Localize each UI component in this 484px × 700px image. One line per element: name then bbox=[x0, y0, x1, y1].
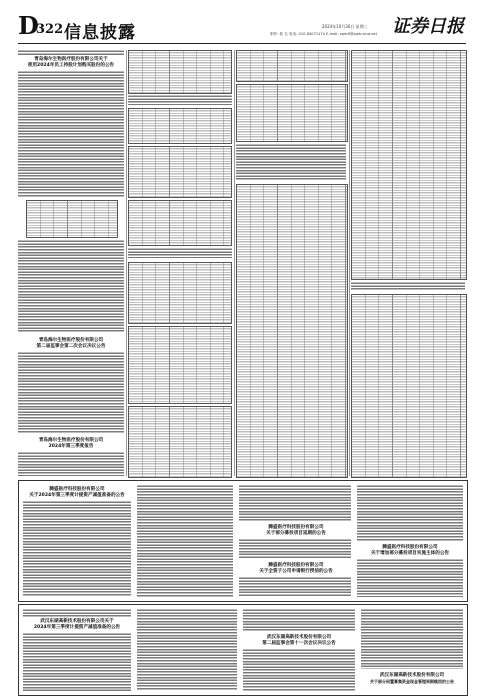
table bbox=[128, 108, 232, 144]
headline: 关于部分募投项目延期的公告 bbox=[266, 531, 326, 536]
article-haier-cashflow bbox=[351, 50, 466, 476]
table bbox=[128, 406, 232, 478]
headline: 武汉东湖高新技术股份有限公司 bbox=[266, 635, 332, 640]
headline: 武汉东湖高新技术股份有限公司 bbox=[379, 673, 445, 678]
headline: 腾盛医疗科技股份有限公司 bbox=[268, 563, 324, 568]
headline: 青岛海尔生物医疗股份有限公司关于 bbox=[34, 57, 108, 62]
newspaper-logo: 证券日报 bbox=[392, 16, 464, 37]
headline: 第二届监事会第二次会议决议公告 bbox=[36, 344, 106, 349]
headline: 青岛海尔生物医疗股份有限公司 bbox=[38, 338, 104, 343]
table bbox=[128, 262, 232, 324]
section-title: 信息披露 bbox=[64, 23, 136, 43]
table bbox=[236, 50, 348, 82]
income-statement-table bbox=[351, 50, 467, 280]
headline: 使用2024年员工持股计划购买股份的公告 bbox=[27, 63, 115, 68]
headline: 2024年第三季度报告 bbox=[48, 444, 94, 449]
headline: 腾盛医疗科技股份有限公司 bbox=[49, 487, 105, 492]
headline: 青岛海尔生物医疗股份有限公司 bbox=[38, 438, 104, 443]
table bbox=[128, 146, 232, 198]
cash-flow-table bbox=[351, 294, 467, 478]
headline: 第二届监事会第十一次会议决议公告 bbox=[262, 641, 336, 646]
table bbox=[128, 200, 232, 246]
notice-box-tengsheng bbox=[18, 480, 468, 602]
table bbox=[26, 200, 118, 238]
headline: 武汉东湖高新技术股份有限公司关于 bbox=[40, 619, 114, 624]
article-haier-quarterly-report bbox=[128, 50, 232, 476]
column-divider bbox=[349, 50, 350, 476]
headline: 关于增加部分募投项目实施主体的公告 bbox=[370, 551, 450, 556]
balance-sheet-table bbox=[236, 184, 348, 478]
issue-date: 2024年10月30日 星期三 bbox=[322, 24, 368, 29]
page-letter: D bbox=[18, 11, 39, 40]
masthead bbox=[0, 0, 484, 44]
masthead-rule bbox=[18, 43, 466, 44]
column-divider bbox=[126, 50, 127, 476]
headline: 关于2024年第三季度计提资产减值准备的公告 bbox=[29, 493, 125, 498]
headline: 腾盛医疗科技股份有限公司 bbox=[382, 545, 438, 550]
headline: 关于全资子公司申请银行授信的公告 bbox=[259, 569, 333, 574]
page-number: 322 bbox=[36, 22, 64, 37]
headline: 关于部分闲置募集资金现金管理到期赎回的公告 bbox=[370, 679, 454, 684]
article-haier-share-purchase bbox=[18, 50, 124, 476]
notice-box-donghu bbox=[18, 604, 468, 696]
table bbox=[236, 84, 348, 142]
article-haier-financial-statements bbox=[236, 50, 347, 476]
editor-contact: 制作: 姓 名 电话: 010-63071174 E-mail: zqrb9@zqrb.sina.net bbox=[270, 32, 378, 36]
headline: 腾盛医疗科技股份有限公司 bbox=[268, 525, 324, 530]
table bbox=[128, 326, 232, 404]
headline: 2024年第三季度计提资产减值准备的公告 bbox=[33, 625, 121, 630]
column-divider bbox=[234, 50, 235, 476]
table bbox=[128, 50, 232, 94]
